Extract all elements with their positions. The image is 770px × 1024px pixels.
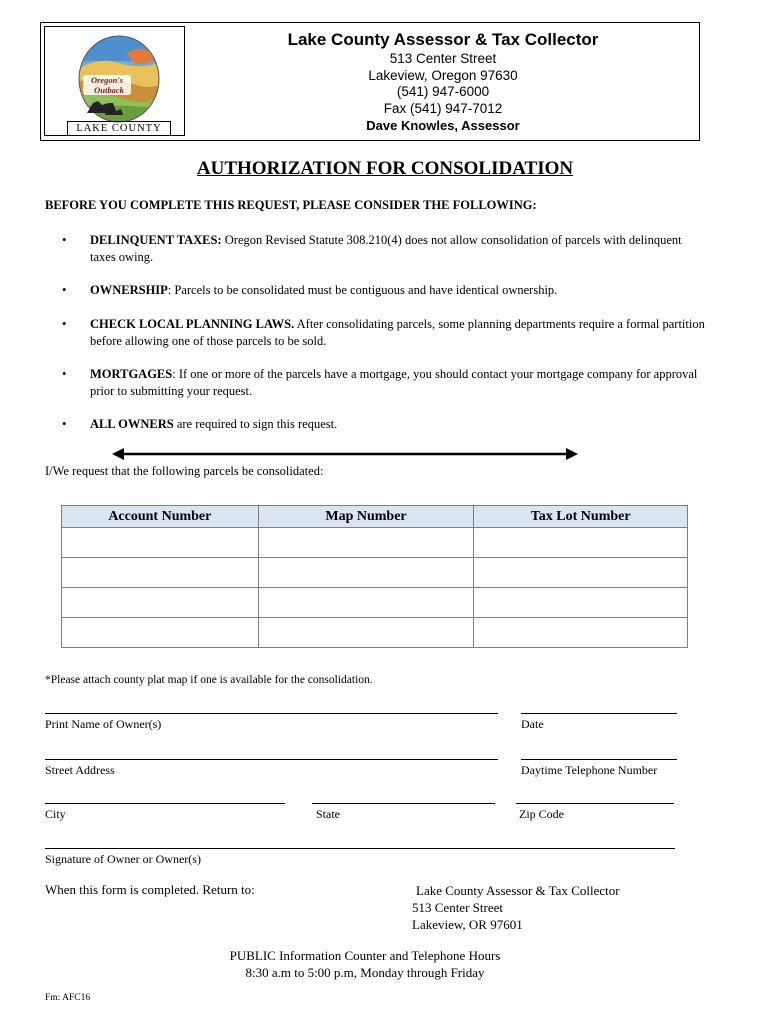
logo-script-line1: Oregon's <box>90 75 124 85</box>
map-number-cell[interactable] <box>258 618 474 648</box>
print-name-label: Print Name of Owner(s) <box>45 717 162 731</box>
list-item-mortgages <box>62 366 707 400</box>
column-header-tax-lot-number: Tax Lot Number <box>474 506 688 528</box>
agency-phone: (541) 947-6000 <box>396 84 490 99</box>
return-address <box>412 882 620 933</box>
return-address-line1: Lake County Assessor & Tax Collector <box>416 883 620 898</box>
table-row <box>62 588 688 618</box>
daytime-phone-field[interactable] <box>521 759 677 760</box>
map-number-cell[interactable] <box>258 588 474 618</box>
zip-code-field[interactable] <box>516 803 674 804</box>
agency-title: Lake County Assessor & Tax Collector <box>287 30 599 49</box>
assessor-name: Dave Knowles, Assessor <box>366 118 520 133</box>
bullet-icon: • <box>62 367 67 381</box>
map-number-cell[interactable] <box>258 528 474 558</box>
hours-line2: 8:30 a.m to 5:00 p.m, Monday through Friday <box>245 965 485 980</box>
tax-lot-number-cell[interactable] <box>474 558 688 588</box>
table-row <box>62 558 688 588</box>
list-item-heading: MORTGAGES <box>90 367 173 381</box>
list-item-heading: OWNERSHIP <box>90 283 168 297</box>
list-item-text: After consolidating parcels, some planning departments require a formal partition before allowing one of those parcels to be sold. <box>90 317 705 348</box>
return-address-line3: Lakeview, OR 97601 <box>412 917 523 932</box>
column-header-account-number: Account Number <box>62 506 259 528</box>
state-field[interactable] <box>312 803 495 804</box>
agency-street: 513 Center Street <box>389 51 497 66</box>
bullet-icon: • <box>62 317 67 331</box>
street-address-field[interactable] <box>45 759 498 760</box>
daytime-phone-label: Daytime Telephone Number <box>521 763 658 777</box>
bullet-icon: • <box>62 233 67 247</box>
attach-plat-note: *Please attach county plat map if one is available for the consolidation. <box>45 674 373 686</box>
logo-banner: LAKE COUNTY <box>67 121 171 136</box>
street-address-label: Street Address <box>45 763 115 777</box>
table-header-row <box>62 506 688 528</box>
account-number-cell[interactable] <box>62 528 259 558</box>
list-item-all-owners <box>62 416 707 433</box>
list-item-text: are required to sign this request. <box>173 417 338 431</box>
letterhead-box <box>40 22 700 141</box>
zip-code-label: Zip Code <box>519 807 564 821</box>
agency-fax: Fax (541) 947-7012 <box>383 100 503 116</box>
parcels-table <box>61 505 688 648</box>
table-row <box>62 618 688 648</box>
list-item-text: : If one or more of the parcels have a mortgage, you should contact your mortgage company for approval prior to submitting your request. <box>90 367 698 398</box>
account-number-cell[interactable] <box>62 588 259 618</box>
list-item-delinquent-taxes <box>62 232 707 266</box>
date-field[interactable] <box>521 713 677 714</box>
double-arrow-icon <box>112 447 578 461</box>
logo-script-line2: Outback <box>94 85 124 95</box>
state-label: State <box>316 807 340 821</box>
lake-county-logo-icon <box>69 33 169 123</box>
form-id: Fm: AFC16 <box>45 993 91 1003</box>
bullet-icon: • <box>62 417 67 431</box>
signature-field[interactable] <box>45 848 675 849</box>
page-title: AUTHORIZATION FOR CONSOLIDATION <box>196 158 574 179</box>
tax-lot-number-cell[interactable] <box>474 528 688 558</box>
office-hours <box>0 947 730 981</box>
city-field[interactable] <box>45 803 285 804</box>
request-statement: I/We request that the following parcels be consolidated: <box>45 464 324 478</box>
signature-label: Signature of Owner or Owner(s) <box>45 852 201 866</box>
list-item-text: : Parcels to be consolidated must be contiguous and have identical ownership. <box>167 283 558 297</box>
return-instructions: When this form is completed. Return to: <box>45 882 255 897</box>
date-label: Date <box>521 717 544 731</box>
agency-info <box>189 29 697 134</box>
list-item-text: Oregon Revised Statute 308.210(4) does not allow consolidation of parcels with delinquent taxes owing. <box>90 233 682 264</box>
column-header-map-number: Map Number <box>258 506 474 528</box>
bullet-icon: • <box>62 283 67 297</box>
account-number-cell[interactable] <box>62 618 259 648</box>
list-item-heading: CHECK LOCAL PLANNING LAWS. <box>90 317 295 331</box>
account-number-cell[interactable] <box>62 558 259 588</box>
table-row <box>62 528 688 558</box>
print-name-field[interactable] <box>45 713 498 714</box>
list-item-heading: DELINQUENT TAXES: <box>90 233 222 247</box>
map-number-cell[interactable] <box>258 558 474 588</box>
agency-city: Lakeview, Oregon 97630 <box>368 67 518 83</box>
list-item-heading: ALL OWNERS <box>90 417 174 431</box>
tax-lot-number-cell[interactable] <box>474 588 688 618</box>
list-item-planning-laws <box>62 316 707 350</box>
city-label: City <box>45 807 66 821</box>
hours-line1: PUBLIC Information Counter and Telephone Hours <box>229 948 501 963</box>
consider-heading: BEFORE YOU COMPLETE THIS REQUEST, PLEASE CONSIDER THE FOLLOWING: <box>45 198 537 212</box>
tax-lot-number-cell[interactable] <box>474 618 688 648</box>
logo-frame <box>44 26 185 136</box>
list-item-ownership <box>62 282 707 299</box>
return-address-line2: 513 Center Street <box>412 900 503 915</box>
